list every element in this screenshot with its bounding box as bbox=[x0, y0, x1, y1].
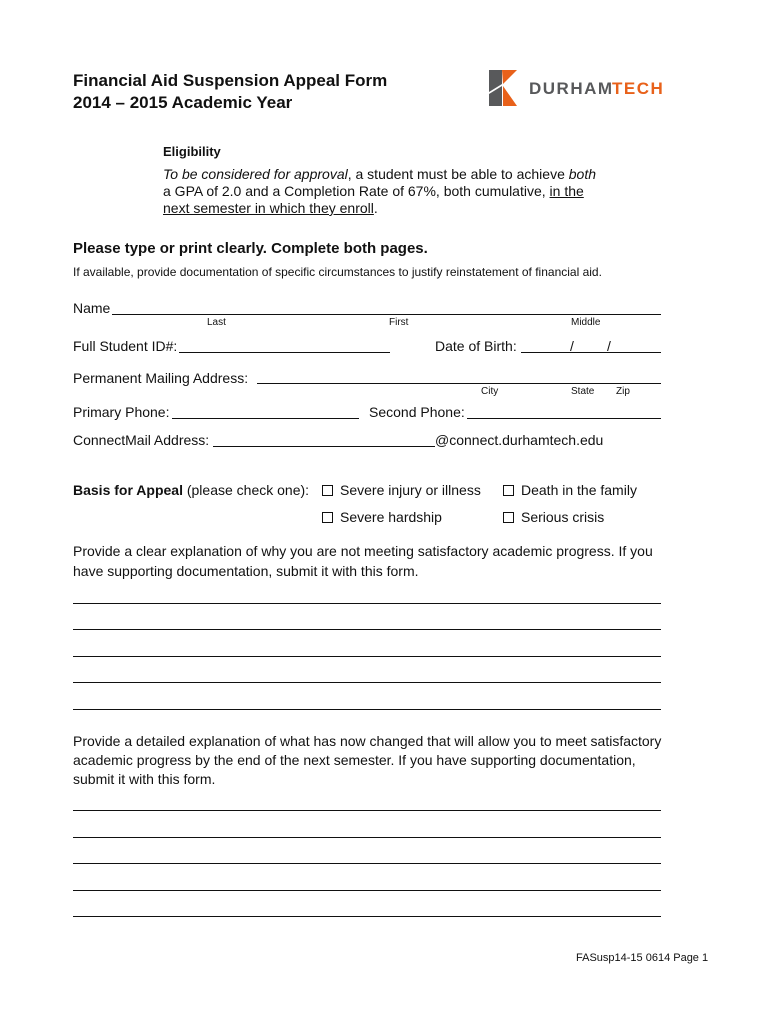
connectmail-domain: @connect.durhamtech.edu bbox=[435, 432, 604, 448]
eligibility-line-3: next semester in which they enroll. bbox=[163, 200, 378, 216]
dob-field[interactable] bbox=[521, 352, 661, 353]
option-serious-crisis[interactable]: Serious crisis bbox=[503, 509, 604, 525]
academic-year: 2014 – 2015 Academic Year bbox=[73, 93, 293, 112]
dob-separator-2: / bbox=[607, 338, 611, 354]
connectmail-label: ConnectMail Address: bbox=[73, 432, 210, 448]
second-phone-label: Second Phone: bbox=[369, 404, 465, 420]
instructions-note: If available, provide documentation of specific circumstances to justify reinstatement of financial aid. bbox=[73, 265, 602, 279]
eligibility-line-2: a GPA of 2.0 and a Completion Rate of 67%, both cumulative, in the bbox=[163, 183, 584, 199]
student-id-label: Full Student ID#: bbox=[73, 338, 178, 354]
answer-1-line[interactable] bbox=[73, 709, 661, 710]
name-first-caption: First bbox=[389, 317, 409, 328]
dob-label: Date of Birth: bbox=[435, 338, 517, 354]
primary-phone-field[interactable] bbox=[172, 418, 359, 419]
checkbox-icon[interactable] bbox=[503, 485, 514, 496]
logo-text-tech: TECH bbox=[612, 79, 665, 98]
address-field[interactable] bbox=[257, 383, 661, 384]
answer-2-line[interactable] bbox=[73, 890, 661, 891]
durham-tech-logo bbox=[489, 70, 689, 106]
name-field[interactable] bbox=[112, 314, 661, 315]
address-label: Permanent Mailing Address: bbox=[73, 370, 249, 386]
footer-page-code: FASusp14-15 0614 Page 1 bbox=[576, 952, 709, 964]
name-middle-caption: Middle bbox=[571, 317, 601, 328]
answer-1-line[interactable] bbox=[73, 656, 661, 657]
answer-1-line[interactable] bbox=[73, 603, 661, 604]
question-1-line-1: Provide a clear explanation of why you are not meeting satisfactory academic progress. If you bbox=[73, 543, 653, 559]
form-title: Financial Aid Suspension Appeal Form bbox=[73, 71, 388, 90]
connectmail-field[interactable] bbox=[213, 446, 435, 447]
eligibility-heading: Eligibility bbox=[163, 144, 221, 159]
logo-text-durham: DURHAM bbox=[529, 79, 614, 98]
answer-1-line[interactable] bbox=[73, 682, 661, 683]
address-city-caption: City bbox=[481, 386, 499, 397]
checkbox-icon[interactable] bbox=[503, 512, 514, 523]
question-2-line-3: submit it with this form. bbox=[73, 771, 216, 787]
answer-2-line[interactable] bbox=[73, 837, 661, 838]
eligibility-line-1: To be considered for approval, a student must be able to achieve both bbox=[163, 166, 596, 182]
primary-phone-label: Primary Phone: bbox=[73, 404, 170, 420]
instructions-heading: Please type or print clearly. Complete both pages. bbox=[73, 240, 428, 257]
durham-tech-logo-icon bbox=[489, 70, 523, 106]
name-last-caption: Last bbox=[207, 317, 226, 328]
address-state-caption: State bbox=[571, 386, 595, 397]
question-1-line-2: have supporting documentation, submit it with this form. bbox=[73, 563, 419, 579]
basis-for-appeal-label: Basis for Appeal (please check one): bbox=[73, 482, 310, 498]
address-zip-caption: Zip bbox=[616, 386, 630, 397]
student-id-field[interactable] bbox=[179, 352, 390, 353]
answer-2-line[interactable] bbox=[73, 810, 661, 811]
question-2-line-1: Provide a detailed explanation of what has now changed that will allow you to meet satisfactory bbox=[73, 733, 662, 749]
answer-2-line[interactable] bbox=[73, 916, 661, 917]
second-phone-field[interactable] bbox=[467, 418, 661, 419]
answer-2-line[interactable] bbox=[73, 863, 661, 864]
checkbox-icon[interactable] bbox=[322, 485, 333, 496]
answer-1-line[interactable] bbox=[73, 629, 661, 630]
option-severe-hardship[interactable]: Severe hardship bbox=[322, 509, 442, 525]
name-label: Name bbox=[73, 300, 111, 316]
dob-separator-1: / bbox=[570, 338, 574, 354]
option-severe-injury[interactable]: Severe injury or illness bbox=[322, 482, 481, 498]
option-death-in-family[interactable]: Death in the family bbox=[503, 482, 637, 498]
question-2-line-2: academic progress by the end of the next semester. If you have supporting documentation, bbox=[73, 752, 636, 768]
checkbox-icon[interactable] bbox=[322, 512, 333, 523]
